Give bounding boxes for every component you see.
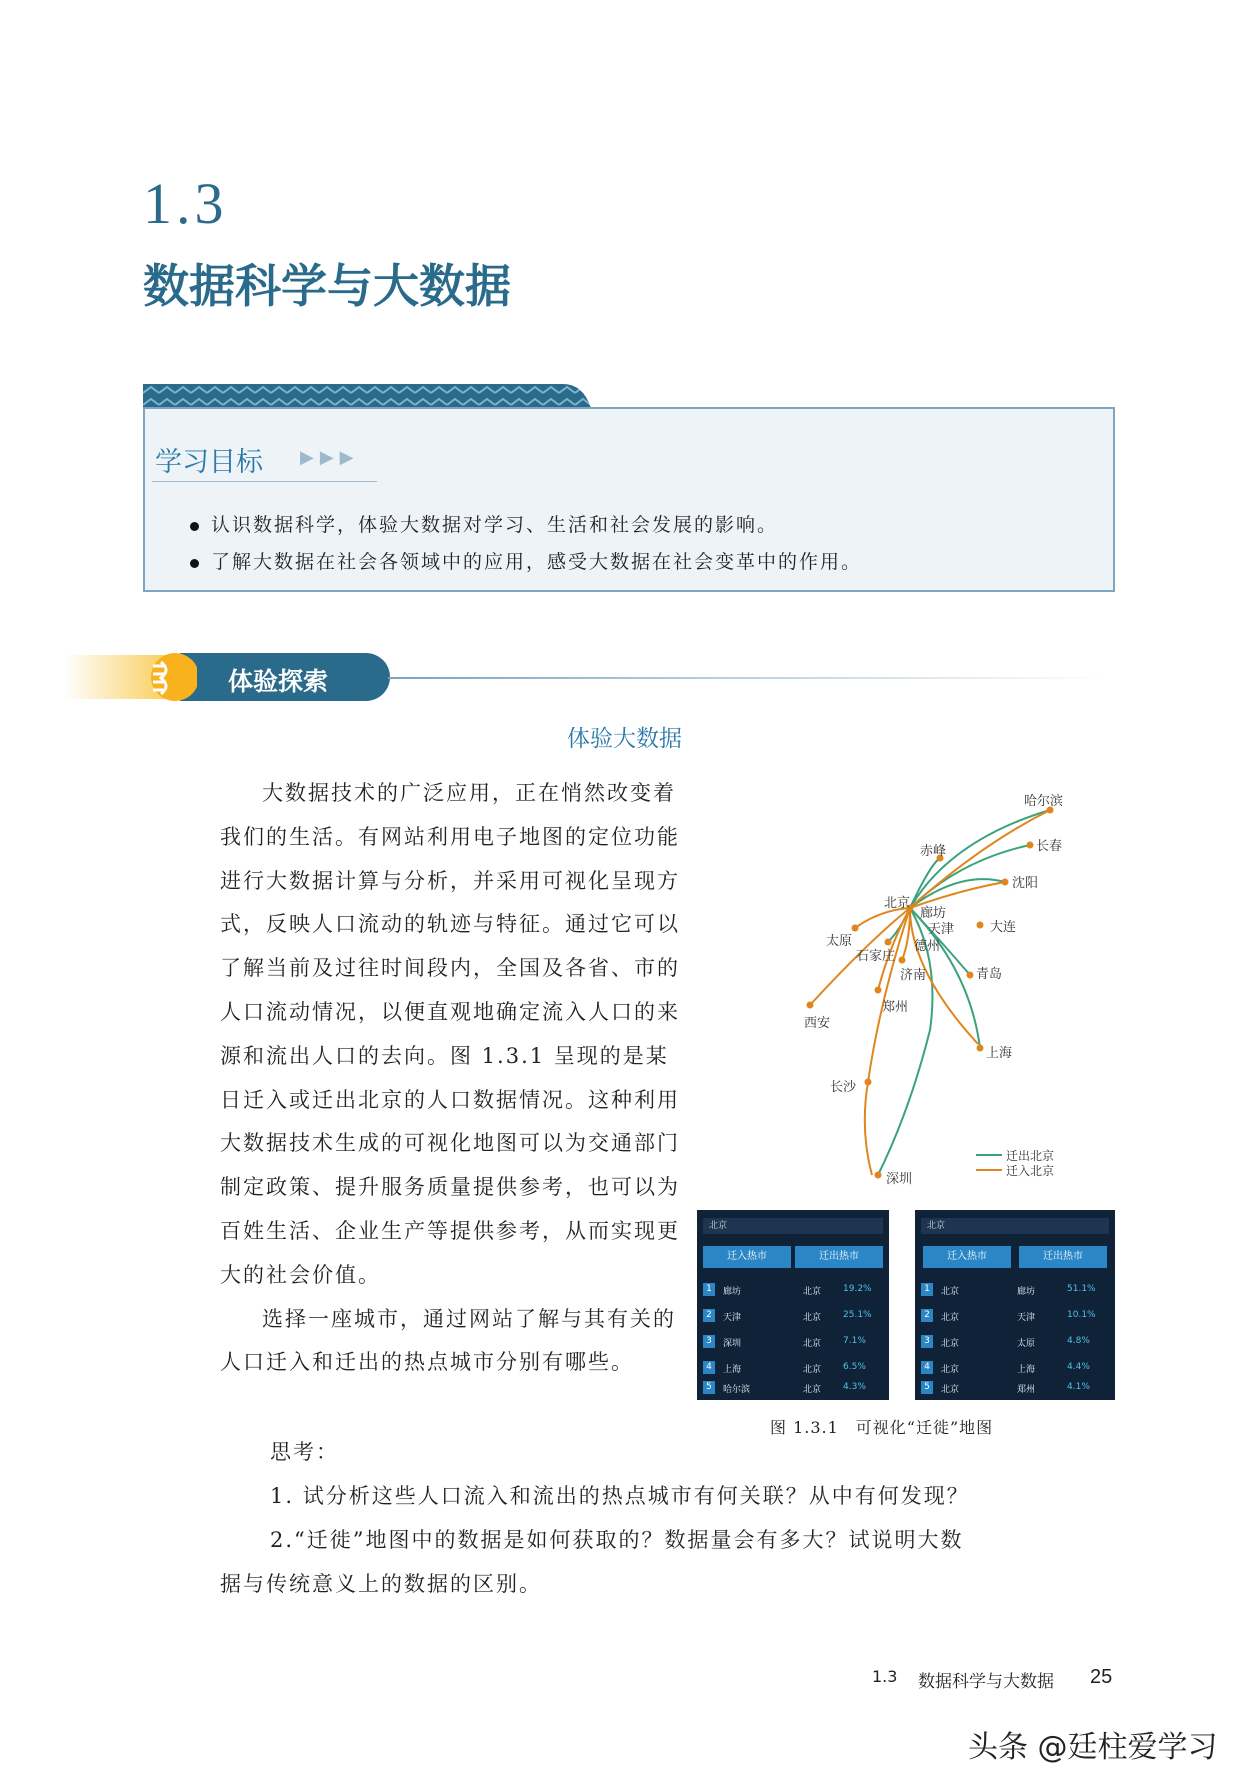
city-label: 赤峰 bbox=[920, 844, 947, 859]
city-label: 西安 bbox=[804, 1016, 831, 1031]
section-number: 1.3 bbox=[143, 171, 228, 236]
table-row: 3 北京 太原 4.8% bbox=[921, 1332, 1109, 1352]
footer-section-number: 1.3 bbox=[872, 1667, 898, 1686]
table-row: 1 廊坊 北京 19.2% bbox=[703, 1280, 883, 1300]
legend-label-out: 迁出北京 bbox=[1006, 1149, 1055, 1163]
city-label: 长沙 bbox=[830, 1080, 857, 1095]
city-label: 哈尔滨 bbox=[1024, 794, 1064, 809]
city-label: 深圳 bbox=[886, 1172, 913, 1187]
city-dot bbox=[852, 925, 859, 932]
city-dot bbox=[875, 987, 882, 994]
city-dot bbox=[1002, 879, 1009, 886]
footer-section-title: 数据科学与大数据 bbox=[918, 1672, 1054, 1692]
legend-swatch-out bbox=[976, 1154, 1002, 1156]
figure-caption: 图 1.3.1 可视化“迁徙”地图 bbox=[770, 1418, 994, 1437]
city-label: 长春 bbox=[1036, 839, 1063, 854]
tab-out[interactable]: 迁出热市 bbox=[795, 1246, 883, 1268]
lightbulb-icon bbox=[145, 648, 197, 706]
city-dot bbox=[899, 957, 906, 964]
panel-header: 北京 bbox=[921, 1218, 1109, 1234]
paragraph: 选择一座城市，通过网站了解与其有关的人口迁入和迁出的热点城市分别有哪些。 bbox=[220, 1306, 676, 1375]
activity-title: 体验大数据 bbox=[567, 726, 682, 752]
legend-label-in: 迁入北京 bbox=[1006, 1164, 1055, 1178]
city-dot bbox=[967, 972, 974, 979]
watermark: 头条 @廷柱爱学习 bbox=[968, 1730, 1218, 1765]
panel-header: 北京 bbox=[703, 1218, 883, 1234]
paragraph: 大数据技术的广泛应用，正在悄然改变着我们的生活。有网站利用电子地图的定位功能进行大数据计算与分析，并采用可视化呈现方式，反映人口流动的轨迹与特征。通过它可以了解当前及过往时间段内，全国及各省、市的人口流动情况，以便直观地确定流入人口的来源和流出人口的去向。图 1.3.1 呈现的是某日迁入或迁出北京的人口数据情况。这种利用大数据技术生成的可视化地图可以为交通部门制定政策、提升服务质量提供参考，也可以为百姓生活、企业生产等提供参考，从而实现更大的社会价值。 bbox=[220, 781, 680, 1287]
city-label: 济南 bbox=[900, 968, 927, 983]
city-label: 德州 bbox=[914, 939, 941, 954]
city-dot bbox=[977, 922, 984, 929]
tab-out[interactable]: 迁出热市 bbox=[1019, 1246, 1107, 1268]
tab-in[interactable]: 迁入热市 bbox=[703, 1246, 791, 1268]
bullet-icon bbox=[190, 522, 199, 531]
table-row: 1 北京 廊坊 51.1% bbox=[921, 1280, 1109, 1300]
think-label: 思考： bbox=[270, 1440, 339, 1464]
route-line bbox=[910, 858, 940, 908]
migration-panel-out bbox=[915, 1210, 1115, 1400]
table-row: 4 北京 上海 4.4% bbox=[921, 1358, 1109, 1378]
objective-item: 了解大数据在社会各领域中的应用，感受大数据在社会变革中的作用。 bbox=[190, 547, 862, 574]
city-label: 大连 bbox=[990, 920, 1017, 935]
city-label: 青岛 bbox=[976, 967, 1003, 982]
table-row: 5 北京 郑州 4.1% bbox=[921, 1378, 1109, 1398]
migration-panel-in bbox=[697, 1210, 889, 1400]
city-label: 太原 bbox=[826, 934, 853, 949]
city-label: 沈阳 bbox=[1012, 876, 1039, 891]
tab-in[interactable]: 迁入热市 bbox=[923, 1246, 1011, 1268]
banner-divider bbox=[388, 677, 1108, 679]
table-row: 2 天津 北京 25.1% bbox=[703, 1306, 883, 1326]
objective-item: 认识数据科学，体验大数据对学习、生活和社会发展的影响。 bbox=[190, 510, 778, 537]
decorative-zigzag-band bbox=[143, 384, 591, 408]
city-label: 北京 bbox=[884, 896, 911, 911]
table-row: 3 深圳 北京 7.1% bbox=[703, 1332, 883, 1352]
explore-label: 体验探索 bbox=[228, 667, 329, 696]
table-row: 2 北京 天津 10.1% bbox=[921, 1306, 1109, 1326]
heading-divider bbox=[152, 481, 377, 482]
city-label: 石家庄 bbox=[856, 949, 896, 964]
arrows-icon: ▶▶▶ bbox=[300, 447, 360, 468]
city-dot bbox=[807, 1002, 814, 1009]
page-number: 25 bbox=[1090, 1666, 1113, 1688]
city-label: 郑州 bbox=[882, 1000, 909, 1015]
table-row: 4 上海 北京 6.5% bbox=[703, 1358, 883, 1378]
migration-map bbox=[780, 770, 1110, 1190]
city-dot bbox=[1027, 842, 1034, 849]
question-1: 1. 试分析这些人口流入和流出的热点城市有何关联？从中有何发现？ bbox=[270, 1484, 970, 1508]
city-label: 廊坊 bbox=[920, 906, 947, 921]
city-dot bbox=[977, 1045, 984, 1052]
city-label: 上海 bbox=[986, 1046, 1013, 1061]
map-lines bbox=[780, 770, 1110, 1190]
bullet-icon bbox=[190, 559, 199, 568]
city-dot bbox=[875, 1172, 882, 1179]
city-dot bbox=[865, 1079, 872, 1086]
question-2-cont: 据与传统意义上的数据的区别。 bbox=[220, 1572, 542, 1596]
section-title: 数据科学与大数据 bbox=[143, 259, 511, 313]
body-text bbox=[220, 772, 680, 1385]
table-row: 5 哈尔滨 北京 4.3% bbox=[703, 1378, 883, 1398]
objectives-heading: 学习目标 bbox=[155, 447, 263, 478]
legend-swatch-in bbox=[976, 1169, 1002, 1171]
city-label: 天津 bbox=[928, 922, 955, 937]
question-2: 2.“迁徙”地图中的数据是如何获取的？数据量会有多大？试说明大数 bbox=[270, 1528, 964, 1552]
